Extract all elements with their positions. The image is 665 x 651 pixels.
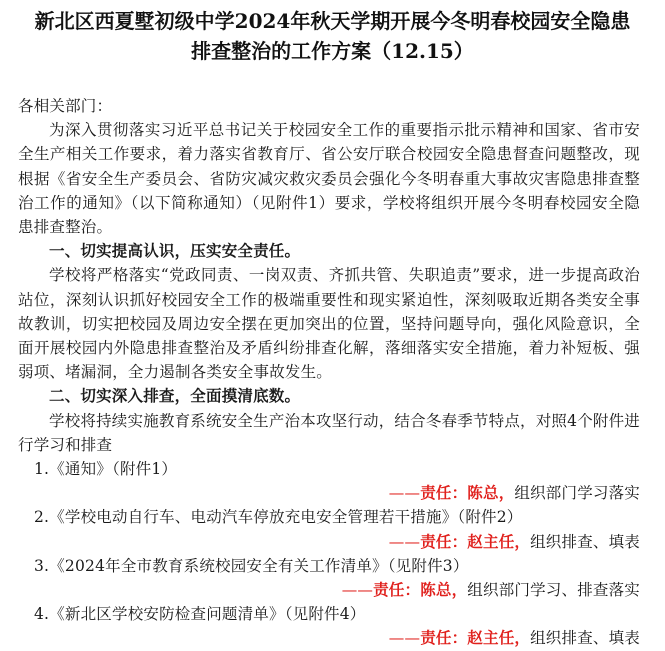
- dash: ——: [388, 484, 421, 503]
- responsibility-task: 组织部门学习、排查落实: [467, 581, 640, 600]
- list-item: 2.《学校电动自行车、电动汽车停放充电安全管理若干措施》（附件2）: [34, 508, 523, 527]
- document-title: [0, 6, 665, 66]
- responsible-person: 责任：陈总，: [373, 580, 468, 600]
- dash: ——: [341, 581, 374, 600]
- responsibility-line: [18, 481, 640, 505]
- responsibility-task: 组织部门学习落实: [514, 484, 640, 503]
- responsible-person: 责任：赵主任，: [420, 531, 531, 551]
- responsibility-line: [18, 626, 640, 650]
- dash: ——: [388, 532, 421, 551]
- title-line-1: 新北区西夏墅初级中学2024年秋天学期开展今冬明春校园安全隐患: [34, 9, 631, 33]
- section-2-paragraph: 学校将持续实施教育系统安全生产治本攻坚行动，结合冬春季节特点，对照4个附件进行学习和排查: [18, 411, 640, 454]
- title-line-2: 排查整治的工作方案（12.15）: [191, 39, 474, 63]
- list-item: 3.《2024年全市教育系统校园安全有关工作清单》（见附件3）: [34, 556, 469, 575]
- document-body: [18, 94, 640, 651]
- list-item: 4.《新北区学校安防检查问题清单》（见附件4）: [34, 605, 366, 624]
- salutation: 各相关部门：: [18, 97, 113, 115]
- responsibility-line: [18, 578, 640, 602]
- intro-paragraph: 为深入贯彻落实习近平总书记关于校园安全工作的重要指示批示精神和国家、省市安全生产相关工作要求，着力落实省教育厅、省公安厅联合校园安全隐患督查问题整改，现根据《省安全生产委员会、省防灾减灾救灾委员会强化今冬明春重大事故灾害隐患排查整治工作的通知》（以下简称通知）（见附件1）要求，学校将组织开展今冬明春校园安全隐患排查整治。: [18, 121, 640, 237]
- responsibility-task: 组织排查、填表: [530, 629, 640, 648]
- responsibility-line: [18, 530, 640, 554]
- section-1-heading: 一、切实提高认识，压实安全责任。: [49, 241, 301, 261]
- list-item: 1.《通知》（附件1）: [34, 460, 178, 479]
- dash: ——: [388, 629, 421, 648]
- responsibility-task: 组织排查、填表: [530, 532, 640, 551]
- responsible-person: 责任：赵主任，: [420, 628, 531, 648]
- responsible-person: 责任：陈总，: [420, 483, 515, 503]
- section-2-heading: 二、切实深入排查，全面摸清底数。: [49, 386, 301, 406]
- section-1-paragraph: 学校将严格落实“党政同责、一岗双责、齐抓共管、失职追责”要求，进一步提高政治站位，深刻认识抓好校园安全工作的极端重要性和现实紧迫性，深刻吸取近期各类安全事故教训，切实把校园及周边安全摆在更加突出的位置，坚持问题导向，强化风险意识，全面开展校园内外隐患排查整治及矛盾纠纷排查化解，落细落实安全措施，着力补短板、强弱项、堵漏洞，全力遏制各类安全事故发生。: [18, 266, 640, 382]
